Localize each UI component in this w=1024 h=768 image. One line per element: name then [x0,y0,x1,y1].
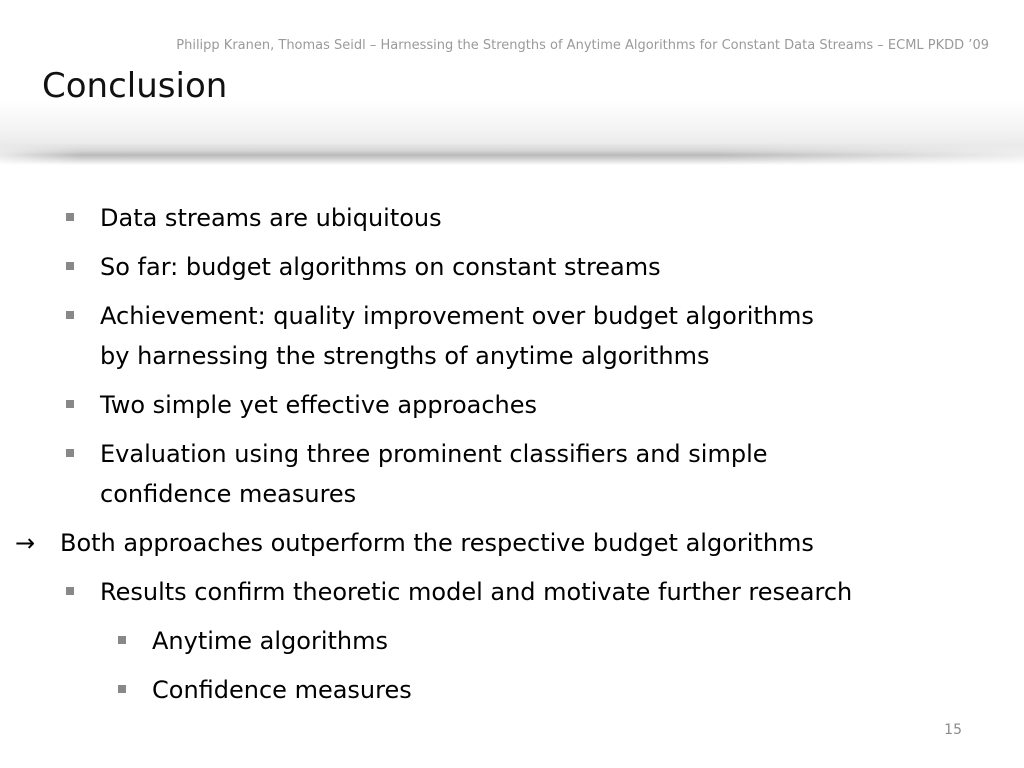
list-item [60,385,1000,425]
square-bullet-icon [118,636,126,644]
slide-title: Conclusion [42,66,228,106]
list-item-text: Results confirm theoretic model and motivate further research [100,578,853,606]
header-divider [0,143,1024,165]
square-bullet-icon [66,400,74,408]
square-bullet-icon [66,262,74,270]
square-bullet-icon [66,213,74,221]
list-item [60,434,1000,514]
list-item-text: So far: budget algorithms on constant streams [100,253,661,281]
list-item-text: Data streams are ubiquitous [100,204,442,232]
square-bullet-icon [66,449,74,457]
list-item [60,296,1000,376]
square-bullet-icon [118,685,126,693]
list-item-text: Two simple yet effective approaches [100,391,538,419]
conclusion-item [15,523,1000,563]
page-number: 15 [944,722,962,738]
list-item [60,572,1000,612]
right-arrow-icon: → [15,529,36,557]
sub-list-item-text: Confidence measures [152,676,412,704]
list-item-text: Achievement: quality improvement over budget algorithms [100,302,814,330]
list-item-text: Evaluation using three prominent classifiers and simple [100,440,768,468]
running-header: Philipp Kranen, Thomas Seidl – Harnessing the Strengths of Anytime Algorithms for Constant Data Streams – ECML PKDD ’09 [176,38,989,53]
list-item-text-continuation: confidence measures [100,480,357,508]
sub-list-item-text: Anytime algorithms [152,627,389,655]
list-item [60,198,1000,238]
conclusion-text: Both approaches outperform the respective budget algorithms [60,529,814,557]
sub-list-item [112,670,1000,710]
sub-list-item [112,621,1000,661]
square-bullet-icon [66,587,74,595]
list-item-text-continuation: by harnessing the strengths of anytime algorithms [100,342,710,370]
square-bullet-icon [66,311,74,319]
bullet-list [15,198,1000,719]
list-item [60,247,1000,287]
